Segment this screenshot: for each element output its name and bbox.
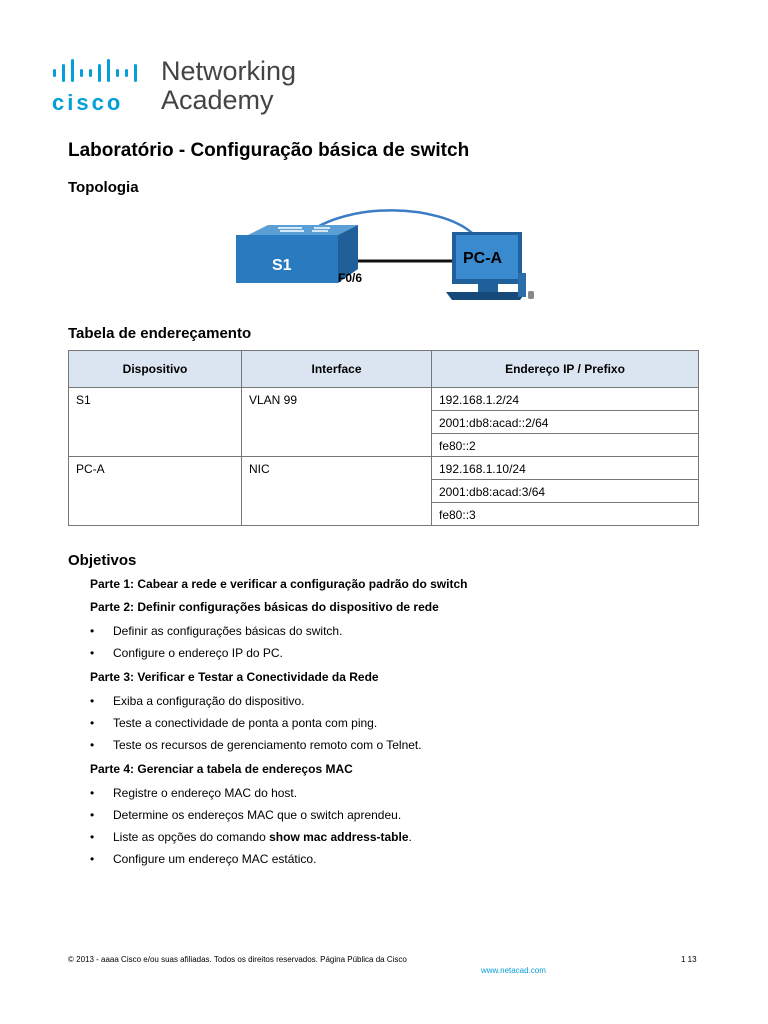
bullet-icon: •: [90, 646, 95, 660]
objective-part-4: Parte 4: Gerenciar a tabela de endereços MAC: [90, 762, 353, 776]
table-row: [69, 457, 699, 480]
cell-interface: NIC: [242, 457, 432, 526]
table-row: [69, 388, 699, 411]
switch-label: S1: [272, 257, 292, 274]
cell-device: PC-A: [69, 457, 242, 526]
bullet-icon: •: [90, 694, 95, 708]
objective-part-2: Parte 2: Definir configurações básicas do dispositivo de rede: [90, 600, 439, 614]
command-text: show mac address-table: [269, 830, 409, 844]
cisco-bars-icon: [52, 58, 142, 84]
objective-part-1: Parte 1: Cabear a rede e verificar a configuração padrão do switch: [90, 577, 468, 591]
cell-address: 2001:db8:acad::2/64: [432, 411, 699, 434]
bullet-icon: •: [90, 830, 95, 844]
header-device: Dispositivo: [69, 351, 242, 388]
topology-heading: Topologia: [68, 179, 139, 196]
bullet-icon: •: [90, 624, 95, 638]
addressing-table: [68, 350, 699, 526]
table-header-row: [69, 351, 699, 388]
cell-address: 192.168.1.10/24: [432, 457, 699, 480]
page-title: Laboratório - Configuração básica de switch: [68, 140, 470, 161]
footer-page-number: 1 13: [681, 955, 697, 964]
pc-label: PC-A: [463, 250, 503, 267]
addressing-heading: Tabela de endereçamento: [68, 325, 252, 342]
cell-address: 2001:db8:acad:3/64: [432, 480, 699, 503]
objectives-heading: Objetivos: [68, 552, 137, 569]
bullet-icon: •: [90, 716, 95, 730]
cell-address: fe80::3: [432, 503, 699, 526]
bullet-icon: •: [90, 738, 95, 752]
bullet-icon: •: [90, 808, 95, 822]
topology-diagram: [230, 205, 540, 310]
logo-line-networking: Networking: [161, 56, 297, 86]
bullet-icon: •: [90, 786, 95, 800]
header-address: Endereço IP / Prefixo: [432, 351, 699, 388]
footer-link[interactable]: www.netacad.com: [481, 966, 546, 975]
logo-line-academy: Academy: [161, 85, 274, 115]
footer-copyright: © 2013 - aaaa Cisco e/ou suas afiliadas. Todos os direitos reservados. Página Pública da Cisco: [68, 955, 407, 964]
cell-address: 192.168.1.2/24: [432, 388, 699, 411]
header-interface: Interface: [242, 351, 432, 388]
objective-part-3: Parte 3: Verificar e Testar a Conectividade da Rede: [90, 670, 379, 684]
cisco-networking-academy-logo: [52, 58, 312, 122]
cell-device: S1: [69, 388, 242, 457]
port-label: F0/6: [338, 271, 363, 285]
cisco-wordmark: cisco: [52, 90, 124, 115]
bullet-icon: •: [90, 852, 95, 866]
cell-address: fe80::2: [432, 434, 699, 457]
cell-interface: VLAN 99: [242, 388, 432, 457]
